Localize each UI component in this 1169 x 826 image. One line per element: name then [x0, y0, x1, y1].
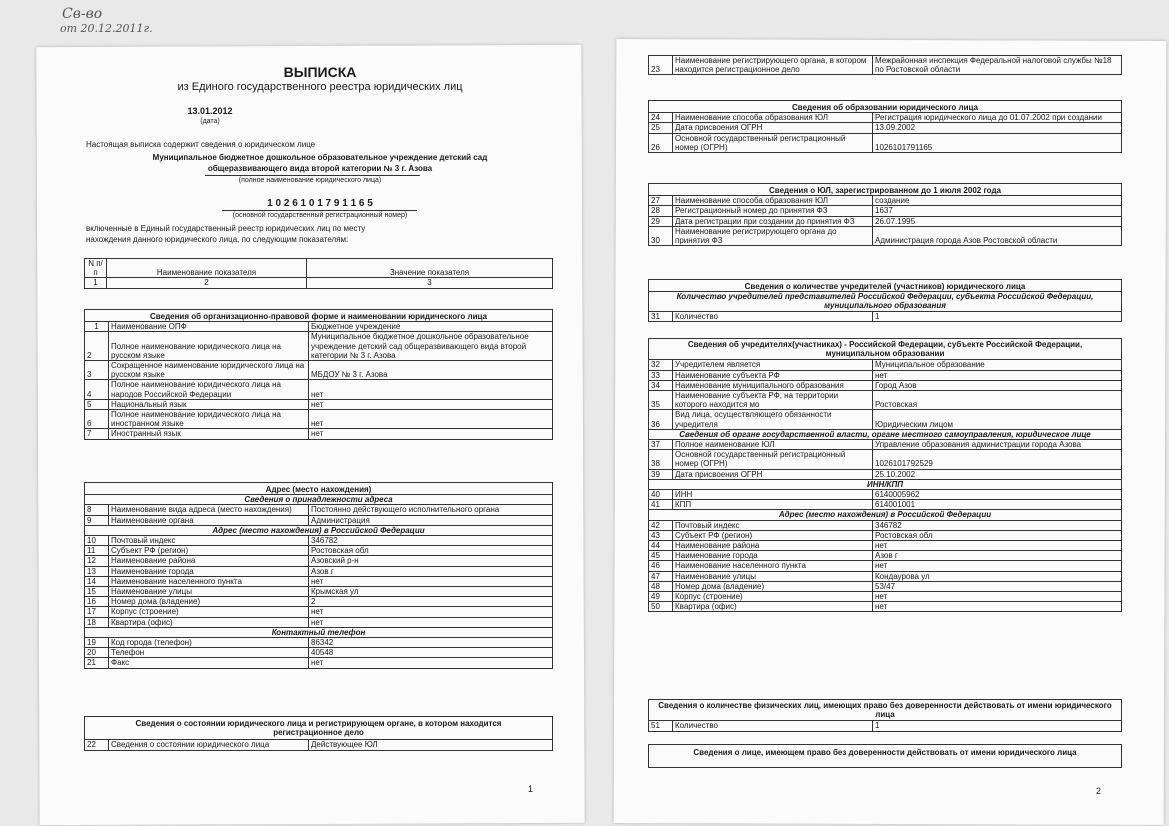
table-cell: 40: [649, 490, 673, 500]
date-caption: (дата): [200, 118, 220, 125]
section-person: [648, 744, 1122, 768]
section-opf: [84, 309, 553, 440]
page-number-1: 1: [528, 784, 534, 794]
table-row: [85, 546, 553, 556]
table-cell: Бюджетное учреждение: [309, 322, 553, 332]
table-cell: Юридическим лицом: [873, 410, 1122, 429]
table-cell: Основной государственный регистрационный номер (ОГРН): [673, 450, 873, 469]
section-title: Адрес (место нахождения): [85, 483, 553, 495]
table-cell: Наименование улицы: [673, 571, 873, 581]
table-cell: 346782: [309, 536, 553, 546]
org-name-line1: Муниципальное бюджетное дошкольное образовательное учреждение детский сад: [152, 153, 488, 162]
table-cell: 45: [649, 551, 673, 561]
page-number-2: 2: [1096, 786, 1102, 796]
table-cell: Наименование района: [673, 541, 873, 551]
table-cell: 49: [649, 592, 673, 602]
table-row: [649, 206, 1122, 216]
table-cell: Национальный язык: [109, 399, 309, 409]
table-cell: 10: [85, 536, 109, 546]
col-n-header: N п/п: [85, 259, 107, 278]
table-cell: 28: [649, 206, 673, 216]
section-title: Сведения о ЮЛ, зарегистрированном до 1 июля 2002 года: [649, 184, 1122, 196]
table-cell: Квартира (офис): [673, 602, 873, 612]
table-row: [649, 490, 1122, 500]
table-row: [649, 530, 1122, 540]
table-row: [649, 360, 1122, 370]
table-cell: Ростовская обл: [309, 546, 553, 556]
table-cell: Наименование ОПФ: [109, 322, 309, 332]
column-header-table: [84, 258, 553, 289]
table-cell: Количество: [673, 311, 873, 321]
table-cell: нет: [309, 380, 553, 399]
table-cell: Наименование способа образования ЮЛ: [673, 196, 873, 206]
table-cell: 32: [649, 360, 673, 370]
table-cell: 38: [649, 450, 673, 469]
table-cell: 17: [85, 607, 109, 617]
table-cell: Наименование города: [109, 566, 309, 576]
table-row: [85, 597, 553, 607]
table-cell: нет: [873, 541, 1122, 551]
table-cell: Сокращенное наименование юридического лица на русском языке: [109, 361, 309, 380]
table-cell: нет: [309, 429, 553, 439]
table-cell: 9: [85, 515, 109, 525]
table-cell: 3: [85, 361, 109, 380]
table-cell: нет: [873, 370, 1122, 380]
table-cell: 7: [85, 429, 109, 439]
table-cell: 36: [649, 410, 673, 429]
table-cell: Муниципальное образование: [873, 360, 1122, 370]
col-index-1: 1: [85, 278, 107, 288]
ogrn-caption: (основной государственный регистрационный номер): [232, 212, 408, 219]
table-row: [649, 311, 1122, 321]
table-cell: 346782: [873, 520, 1122, 530]
table-cell: 86342: [309, 638, 553, 648]
table-row: [85, 617, 553, 627]
table-row: [649, 500, 1122, 510]
table-cell: нет: [309, 399, 553, 409]
table-cell: Дата присвоения ОГРН: [673, 123, 873, 133]
table-row: [649, 520, 1122, 530]
table-row: [649, 370, 1122, 380]
table-cell: 8: [85, 505, 109, 515]
table-row: [85, 648, 553, 658]
table-row: [85, 505, 553, 515]
table-cell: Крымская ул: [309, 587, 553, 597]
table-cell: 47: [649, 571, 673, 581]
table-cell: 43: [649, 530, 673, 540]
table-cell: 1026101791165: [873, 133, 1122, 152]
table-row: [85, 515, 553, 525]
table-cell: 2: [85, 332, 109, 361]
table-cell: 51: [649, 721, 673, 731]
col-value-header: Значение показателя: [307, 259, 553, 278]
table-cell: Администрация: [309, 515, 553, 525]
subsection-title: Сведения о принадлежности адреса: [85, 495, 553, 505]
table-cell: 33: [649, 370, 673, 380]
table-cell: Иностранный язык: [109, 429, 309, 439]
table-row: [85, 587, 553, 597]
table-cell: Основной государственный регистрационный номер (ОГРН): [673, 133, 873, 152]
table-cell: 1026101792529: [873, 450, 1122, 469]
table-cell: Дата регистрации при создании до принятия ФЗ: [673, 216, 873, 226]
table-cell: Код города (телефон): [109, 638, 309, 648]
table-cell: Наименование регистрирующего органа до принятия ФЗ: [673, 226, 873, 245]
table-cell: Полное наименование ЮЛ: [673, 440, 873, 450]
table-cell: Межрайонная инспекция Федеральной налоговой службы №18 по Ростовской области: [873, 56, 1122, 75]
table-cell: Учредителем является: [673, 360, 873, 370]
table-row: [649, 123, 1122, 133]
table-cell: Дата присвоения ОГРН: [673, 469, 873, 479]
table-row: [649, 592, 1122, 602]
section-formation: [648, 100, 1122, 153]
document-subtitle: из Единого государственного реестра юридических лиц: [177, 81, 463, 93]
table-cell: 21: [85, 658, 109, 668]
table-cell: 30: [649, 226, 673, 245]
col-name-header: Наименование показателя: [107, 259, 307, 278]
table-cell: 1: [85, 322, 109, 332]
table-row: [649, 113, 1122, 123]
table-cell: Наименование населенного пункта: [109, 576, 309, 586]
table-cell: Почтовый индекс: [673, 520, 873, 530]
table-cell: создание: [873, 196, 1122, 206]
table-row: [649, 551, 1122, 561]
table-cell: Наименование субъекта РФ: [673, 370, 873, 380]
org-name-line2: общеразвивающего вида второй категории № 3 г. Азова: [207, 164, 433, 173]
table-row: [85, 322, 553, 332]
subsection-title: Адрес (место нахождения) в Российской Федерации: [649, 510, 1122, 520]
table-cell: МБДОУ № 3 г. Азова: [309, 361, 553, 380]
table-cell: 12: [85, 556, 109, 566]
table-cell: 26.07.1995: [873, 216, 1122, 226]
table-cell: 25.10.2002: [873, 469, 1122, 479]
table-row: [649, 196, 1122, 206]
table-cell: Наименование улицы: [109, 587, 309, 597]
section-address: [84, 482, 553, 669]
table-row: [85, 332, 553, 361]
table-cell: 14: [85, 576, 109, 586]
table-cell: нет: [309, 617, 553, 627]
col-index-3: 3: [307, 278, 553, 288]
table-cell: Ростовская: [873, 391, 1122, 410]
table-row: [85, 410, 553, 429]
table-row: [649, 561, 1122, 571]
table-cell: Корпус (строение): [109, 607, 309, 617]
table-cell: Наименование регистрирующего органа, в котором находится регистрационное дело: [673, 56, 873, 75]
table-cell: Квартира (офис): [109, 617, 309, 627]
handwritten-note-line1: Св-во: [62, 6, 103, 22]
table-cell: Полное наименование юридического лица на иностранном языке: [109, 410, 309, 429]
table-cell: 6140005962: [873, 490, 1122, 500]
table-cell: нет: [309, 576, 553, 586]
table-cell: 41: [649, 500, 673, 510]
table-row: [85, 740, 553, 750]
table-row: [649, 391, 1122, 410]
table-row: [649, 602, 1122, 612]
subsection-title: ИНН/КПП: [649, 479, 1122, 489]
subsection-title: Сведения об органе государственной власти, органе местного самоуправления, юридическое лице: [649, 429, 1122, 439]
section-title: Сведения об организационно-правовой форме и наименовании юридического лица: [85, 310, 553, 322]
table-cell: 4: [85, 380, 109, 399]
table-cell: Администрация города Азов Ростовской области: [873, 226, 1122, 245]
table-row: [85, 429, 553, 439]
table-row: [85, 361, 553, 380]
table-cell: 44: [649, 541, 673, 551]
table-cell: 18: [85, 617, 109, 627]
table-cell: нет: [873, 592, 1122, 602]
table-cell: Почтовый индекс: [109, 536, 309, 546]
table-cell: Наименование города: [673, 551, 873, 561]
table-cell: Азов г: [309, 566, 553, 576]
table-row: [649, 410, 1122, 429]
table-cell: 46: [649, 561, 673, 571]
table-cell: 50: [649, 602, 673, 612]
table-row: [649, 721, 1122, 731]
table-cell: нет: [309, 607, 553, 617]
table-cell: нет: [873, 602, 1122, 612]
table-row: [649, 380, 1122, 390]
table-cell: Наименование муниципального образования: [673, 380, 873, 390]
table-cell: 1: [873, 311, 1122, 321]
table-cell: Регистрационный номер до принятия ФЗ: [673, 206, 873, 216]
table-cell: 614001001: [873, 500, 1122, 510]
table-row: [649, 541, 1122, 551]
table-row: [85, 658, 553, 668]
table-cell: 29: [649, 216, 673, 226]
table-cell: 11: [85, 546, 109, 556]
table-cell: нет: [309, 410, 553, 429]
table-row: [85, 380, 553, 399]
ogrn-number: 1 0 2 6 1 0 1 7 9 1 1 6 5: [267, 198, 373, 209]
document-title: ВЫПИСКА: [283, 64, 357, 80]
table-cell: Телефон: [109, 648, 309, 658]
table-cell: нет: [309, 658, 553, 668]
table-cell: 20: [85, 648, 109, 658]
section-title: Сведения о количестве физических лиц, имеющих право без доверенности действовать от имени юридического лица: [649, 700, 1122, 721]
table-cell: Вид лица, осуществляющего обязанности учредителя: [673, 410, 873, 429]
table-cell: 1: [873, 721, 1122, 731]
table-cell: Полное наименование юридического лица на русском языке: [109, 332, 309, 361]
table-cell: Факс: [109, 658, 309, 668]
table-cell: 15: [85, 587, 109, 597]
table-cell: Субъект РФ (регион): [109, 546, 309, 556]
table-cell: 27: [649, 196, 673, 206]
table-row: [649, 450, 1122, 469]
section-persons-count: [648, 699, 1122, 732]
table-cell: Наименование органа: [109, 515, 309, 525]
table-cell: 35: [649, 391, 673, 410]
subsection-title: Контактный телефон: [85, 627, 553, 637]
section-before-2002: [648, 183, 1122, 246]
table-cell: Азов г: [873, 551, 1122, 561]
table-cell: 31: [649, 311, 673, 321]
table-cell: Город Азов: [873, 380, 1122, 390]
subsection-title: Адрес (место нахождения) в Российской Федерации: [85, 525, 553, 535]
table-row: [85, 399, 553, 409]
table-cell: нет: [873, 561, 1122, 571]
table-cell: Наименование населенного пункта: [673, 561, 873, 571]
table-row: [85, 576, 553, 586]
section-title: Сведения об образовании юридического лица: [649, 101, 1122, 113]
table-cell: Наименование вида адреса (место нахождения): [109, 505, 309, 515]
table-cell: 2: [309, 597, 553, 607]
table-cell: 42: [649, 520, 673, 530]
table-cell: 37: [649, 440, 673, 450]
table-cell: Управление образования администрации города Азова: [873, 440, 1122, 450]
table-row: [649, 469, 1122, 479]
table-row: [649, 440, 1122, 450]
table-cell: Полное наименование юридического лица на народов Российской Федерации: [109, 380, 309, 399]
table-cell: 22: [85, 740, 109, 750]
table-row: [85, 607, 553, 617]
table-cell: Муниципальное бюджетное дошкольное образовательное учреждение детский сад общеразвивающего вида второй категории № 3 г. Азова: [309, 332, 553, 361]
table-row: [85, 556, 553, 566]
extract-date: 13.01.2012: [187, 106, 233, 116]
table-cell: 39: [649, 469, 673, 479]
table-cell: Наименование района: [109, 556, 309, 566]
section-founders: [648, 338, 1122, 612]
table-cell: Азовский р-н: [309, 556, 553, 566]
section-title: Сведения о состоянии юридического лица и регистрирующем органе, в котором находится регистрационное дело: [85, 717, 553, 740]
table-cell: 16: [85, 597, 109, 607]
table-cell: Количество: [673, 721, 873, 731]
table-row: [85, 638, 553, 648]
section-founders-count: [648, 279, 1122, 322]
table-row: [85, 536, 553, 546]
table-cell: Субъект РФ (регион): [673, 530, 873, 540]
section-title: Сведения о количестве учредителей (участников) юридического лица: [649, 280, 1122, 292]
table-cell: 26: [649, 133, 673, 152]
included-text-2: нахождения данного юридического лица, по следующим показателям:: [86, 235, 349, 244]
table-cell: 13.09.2002: [873, 123, 1122, 133]
table-cell: 53/47: [873, 581, 1122, 591]
table-cell: КПП: [673, 500, 873, 510]
table-row: [649, 56, 1122, 75]
table-cell: Наименование субъекта РФ, на территории которого находится мо: [673, 391, 873, 410]
table-cell: Ростовская обл: [873, 530, 1122, 540]
table-cell: 34: [649, 380, 673, 390]
table-row: [649, 226, 1122, 245]
table-cell: 25: [649, 123, 673, 133]
table-cell: 24: [649, 113, 673, 123]
table-row: [85, 566, 553, 576]
section-title: Сведения о лице, имеющем право без доверенности действовать от имени юридического лица: [649, 745, 1122, 768]
table-cell: 1637: [873, 206, 1122, 216]
table-cell: Корпус (строение): [673, 592, 873, 602]
table-cell: ИНН: [673, 490, 873, 500]
table-row: [649, 133, 1122, 152]
table-cell: Номер дома (владение): [109, 597, 309, 607]
table-row: [649, 571, 1122, 581]
included-text-1: включенные в Единый государственный реестр юридических лиц по месту: [86, 224, 366, 233]
org-name-caption: (полное наименование юридического лица): [238, 177, 382, 184]
table-cell: 5: [85, 399, 109, 409]
table-cell: 19: [85, 638, 109, 648]
table-cell: Регистрация юридического лица до 01.07.2002 при создании: [873, 113, 1122, 123]
table-cell: 48: [649, 581, 673, 591]
table-cell: Постоянно действующего исполнительного органа: [309, 505, 553, 515]
table-cell: Сведения о состоянии юридического лица: [109, 740, 309, 750]
intro-text: Настоящая выписка содержит сведения о юридическом лице: [86, 140, 316, 149]
handwritten-note-line2: от 20.12.2011г.: [60, 22, 153, 35]
table-row: [649, 216, 1122, 226]
section-title: Сведения об учредителях(участниках) - Российской Федерации, субъекте Российской Федерации, муниципальном образовании: [649, 339, 1122, 360]
table-cell: 40548: [309, 648, 553, 658]
table-cell: 23: [649, 56, 673, 75]
table-cell: Кондаурова ул: [873, 571, 1122, 581]
col-index-2: 2: [107, 278, 307, 288]
table-row: [649, 581, 1122, 591]
table-cell: 13: [85, 566, 109, 576]
section-state: [84, 716, 553, 751]
table-cell: Номер дома (владение): [673, 581, 873, 591]
subsection-title: Количество учредителей представителей Российской Федерации, субъекта Российской Федерации, муниципального образования: [649, 292, 1122, 311]
table-cell: Действующее ЮЛ: [309, 740, 553, 750]
table-cell: Наименование способа образования ЮЛ: [673, 113, 873, 123]
section-registrar: [648, 55, 1122, 75]
table-cell: 6: [85, 410, 109, 429]
